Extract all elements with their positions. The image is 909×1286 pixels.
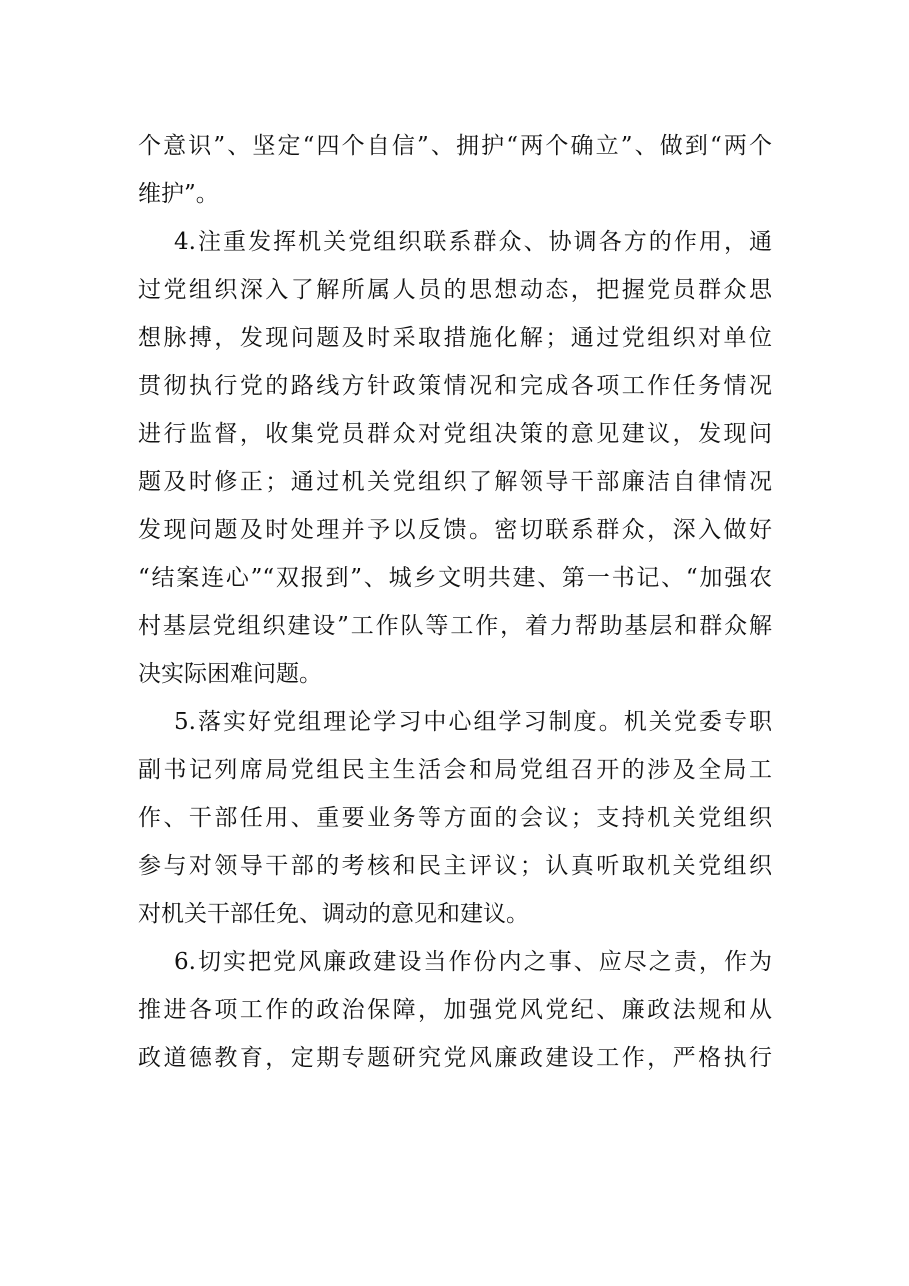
text-line: 副书记列席局党组民主生活会和局党组召开的涉及全局工: [138, 757, 772, 783]
text-line: 4.注重发挥机关党组织联系群众、协调各方的作用，通: [174, 229, 772, 255]
text-line: “结案连心”“双报到”、城乡文明共建、第一书记、“加强农: [138, 565, 772, 591]
paragraph-4: [138, 218, 772, 698]
paragraph-5: [138, 698, 772, 938]
text-line: 贯彻执行党的路线方针政策情况和完成各项工作任务情况: [138, 373, 772, 399]
paragraph-continued: [138, 122, 772, 218]
paragraph-6: [138, 938, 772, 1082]
text-line: 推进各项工作的政治保障，加强党风党纪、廉政法规和从: [138, 997, 772, 1023]
text-line: 维护”。: [138, 181, 219, 207]
document-body: [138, 122, 772, 1082]
text-line: 村基层党组织建设”工作队等工作，着力帮助基层和群众解: [138, 613, 772, 639]
text-line: 进行监督，收集党员群众对党组决策的意见建议，发现问: [138, 421, 772, 447]
text-line: 想脉搏，发现问题及时采取措施化解；通过党组织对单位: [138, 325, 772, 351]
text-line: 发现问题及时处理并予以反馈。密切联系群众，深入做好: [138, 517, 772, 543]
text-line: 个意识”、坚定“四个自信”、拥护“两个确立”、做到“两个: [138, 133, 772, 159]
text-line: 作、干部任用、重要业务等方面的会议；支持机关党组织: [138, 805, 772, 831]
text-line: 过党组织深入了解所属人员的思想动态，把握党员群众思: [138, 277, 772, 303]
text-line: 5.落实好党组理论学习中心组学习制度。机关党委专职: [174, 709, 772, 735]
text-line: 政道德教育，定期专题研究党风廉政建设工作，严格执行: [138, 1045, 772, 1071]
text-line: 题及时修正；通过机关党组织了解领导干部廉洁自律情况: [138, 469, 772, 495]
text-line: 决实际困难问题。: [138, 661, 322, 687]
text-line: 6.切实把党风廉政建设当作份内之事、应尽之责，作为: [174, 949, 772, 975]
text-line: 参与对领导干部的考核和民主评议；认真听取机关党组织: [138, 853, 772, 879]
text-line: 对机关干部任免、调动的意见和建议。: [138, 901, 529, 927]
